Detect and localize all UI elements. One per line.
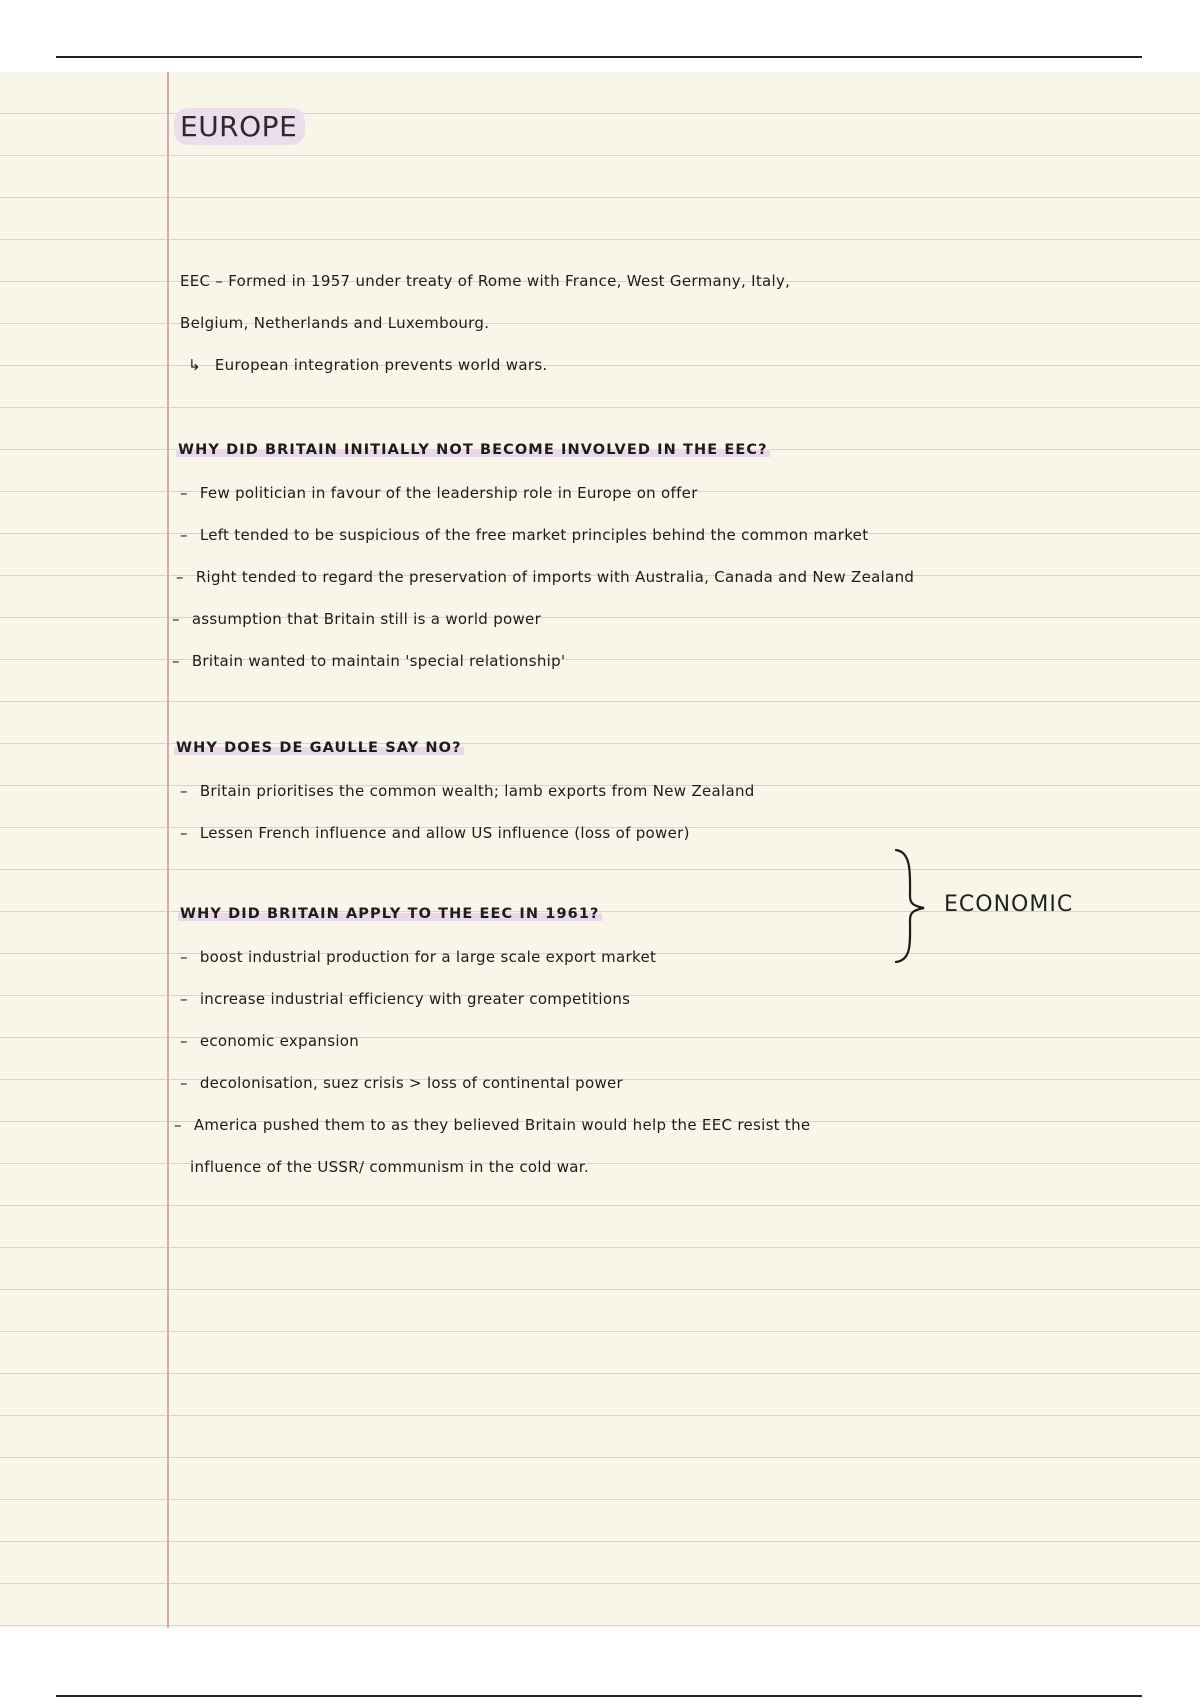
list-item-text: Britain prioritises the common wealth; lamb exports from New Zealand [199,782,755,800]
list-item [180,1032,359,1050]
dash-bullet: – [180,948,188,966]
dash-bullet: – [180,526,188,544]
list-item [176,568,914,586]
list-item-text: America pushed them to as they believed Britain would help the EEC resist the [193,1116,811,1134]
intro-note: European integration prevents world wars. [214,356,548,374]
list-item [180,824,690,842]
list-item [180,1074,623,1092]
section-heading-3 [178,904,602,922]
dash-bullet: – [172,652,180,670]
page-title: EUROPE [174,108,305,145]
brace-label: ECONOMIC [944,892,1074,917]
list-item-text: Few politician in favour of the leadership role in Europe on offer [199,484,698,502]
list-item-text: increase industrial efficiency with greater competitions [199,990,631,1008]
intro-line-3 [188,356,548,374]
list-item [174,1116,810,1134]
intro-line-2: Belgium, Netherlands and Luxembourg. [180,314,490,332]
heading-text: WHY DOES DE GAULLE SAY NO? [176,740,462,756]
section-heading-2 [174,738,464,756]
dash-bullet: – [180,484,188,502]
list-item-text: Right tended to regard the preservation of imports with Australia, Canada and New Zealand [195,568,915,586]
heading-text: WHY DID BRITAIN INITIALLY NOT BECOME INVOLVED IN THE EEC? [178,442,768,458]
lined-paper [0,72,1200,1628]
curly-brace-icon [890,846,930,966]
bottom-rule [56,1695,1142,1697]
dash-bullet: – [180,990,188,1008]
top-rule [56,56,1142,58]
heading-text: WHY DID BRITAIN APPLY TO THE EEC IN 1961? [180,906,600,922]
list-item [180,948,656,966]
list-item-continuation: influence of the USSR/ communism in the cold war. [190,1158,589,1176]
list-item-text: boost industrial production for a large scale export market [199,948,657,966]
list-item [180,782,755,800]
margin-line [167,72,169,1628]
list-item-text: economic expansion [199,1032,360,1050]
dash-bullet: – [172,610,180,628]
section-heading-1 [176,440,770,458]
dash-bullet: – [176,568,184,586]
dash-bullet: – [180,1074,188,1092]
list-item-text: decolonisation, suez crisis > loss of continental power [199,1074,624,1092]
list-item [180,484,698,502]
list-item [172,610,541,628]
dash-bullet: – [174,1116,182,1134]
list-item-text: Britain wanted to maintain 'special relationship' [191,652,566,670]
list-item-text: assumption that Britain still is a world power [191,610,542,628]
list-item-text: Lessen French influence and allow US influence (loss of power) [199,824,690,842]
list-item [172,652,565,670]
dash-bullet: – [180,1032,188,1050]
list-item [180,526,868,544]
dash-bullet: – [180,782,188,800]
intro-line-1: EEC – Formed in 1957 under treaty of Rome with France, West Germany, Italy, [180,272,791,290]
list-item-text: Left tended to be suspicious of the free market principles behind the common market [199,526,869,544]
dash-bullet: – [180,824,188,842]
list-item [180,990,630,1008]
arrow-icon: ↳ [188,356,201,374]
